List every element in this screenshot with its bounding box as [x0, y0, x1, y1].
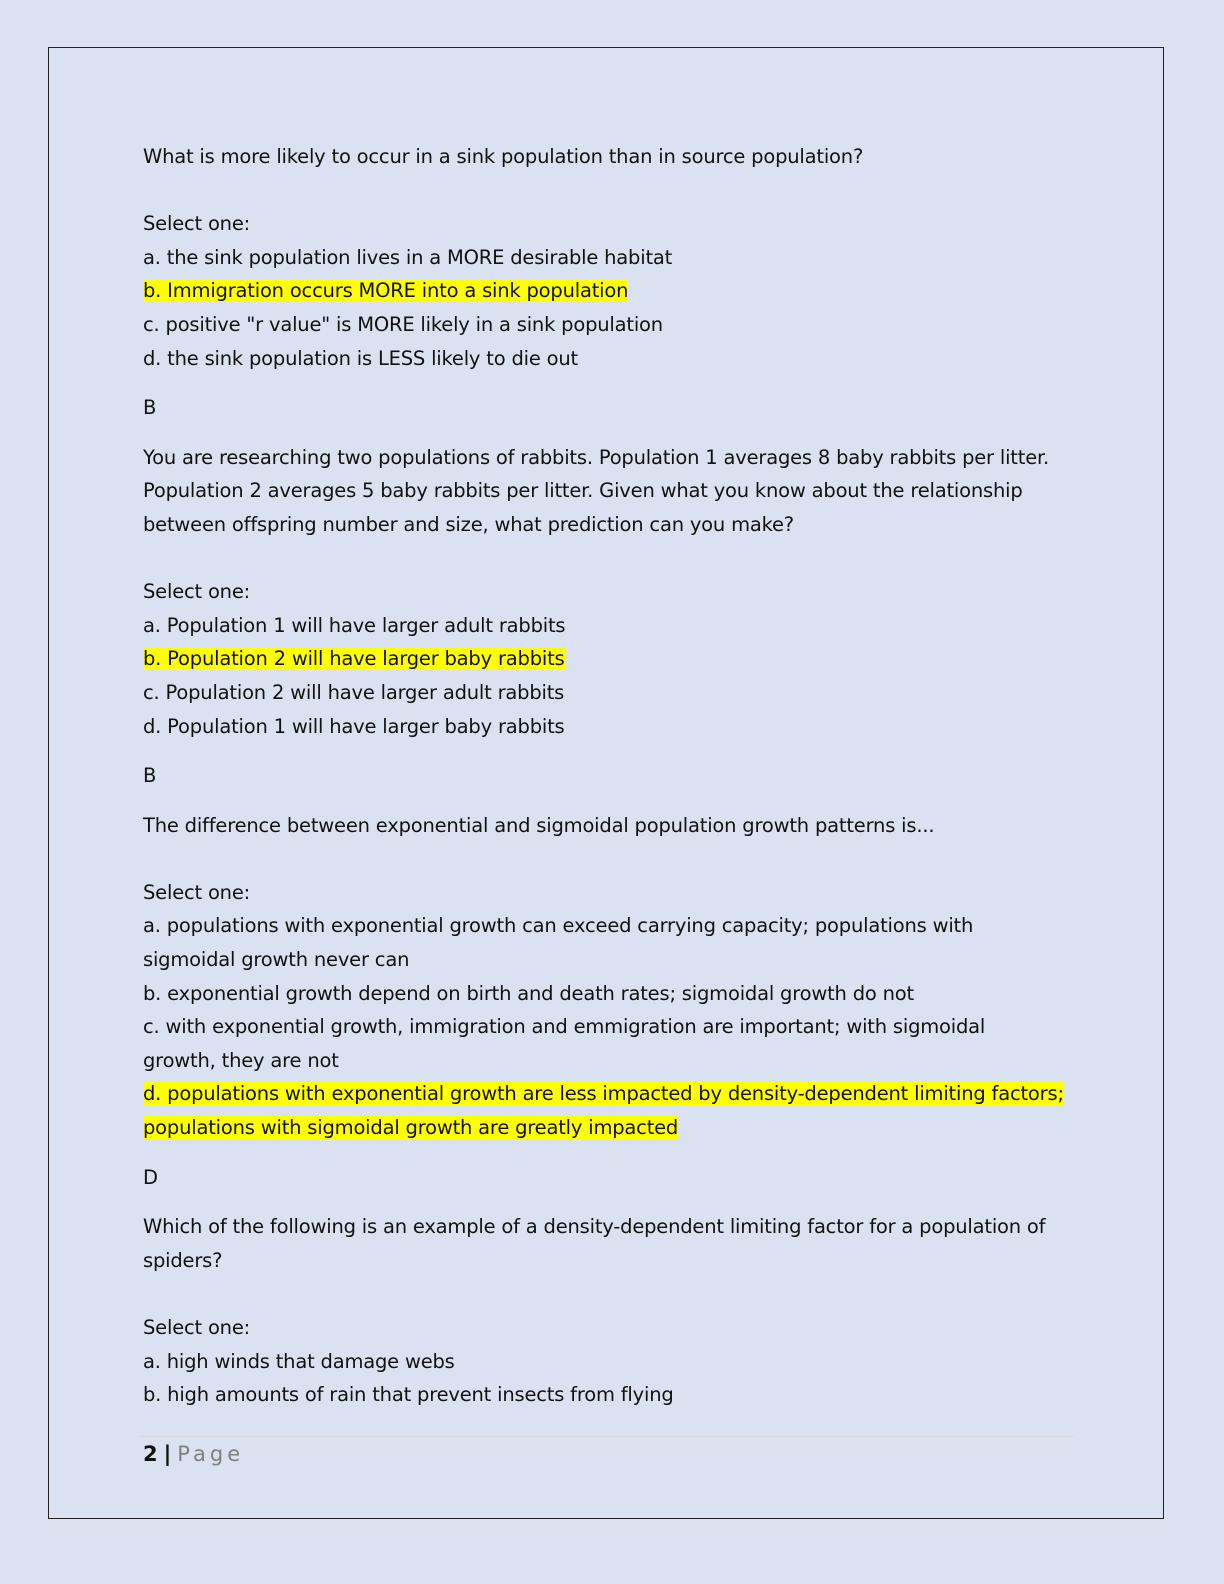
- option-a-continued: sigmoidal growth never can: [143, 948, 410, 972]
- question-prompt: Which of the following is an example of a density-dependent limiting factor for a population of: [143, 1215, 1046, 1239]
- option-d: [143, 1077, 1078, 1111]
- answer-key: B: [143, 396, 157, 420]
- option-d-continued: [143, 1111, 1078, 1145]
- option-a: a. high winds that damage webs: [143, 1349, 455, 1373]
- question-prompt: What is more likely to occur in a sink population than in source population?: [143, 145, 864, 168]
- select-one-label: Select one:: [143, 212, 251, 236]
- option-c: c. with exponential growth, immigration and emmigration are important; with sigmoidal: [143, 1015, 986, 1039]
- page-label: Page: [177, 1442, 245, 1466]
- footer-divider: [140, 1436, 1074, 1437]
- option-b: [143, 642, 1078, 676]
- option-d: d. Population 1 will have larger baby rabbits: [143, 714, 565, 738]
- highlighted-answer: b. Immigration occurs MORE into a sink population: [143, 279, 629, 303]
- highlighted-answer: d. populations with exponential growth are less impacted by density-dependent limiting factors;: [143, 1082, 1064, 1106]
- question-1: [143, 140, 1078, 441]
- option-a: a. populations with exponential growth can exceed carrying capacity; populations with: [143, 914, 974, 938]
- highlighted-answer: b. Population 2 will have larger baby rabbits: [143, 647, 565, 671]
- select-one-label: Select one:: [143, 880, 251, 904]
- answer-key: B: [143, 764, 157, 788]
- select-one-label: Select one:: [143, 580, 251, 604]
- option-b: b. exponential growth depend on birth and death rates; sigmoidal growth do not: [143, 981, 914, 1005]
- option-c-continued: growth, they are not: [143, 1048, 339, 1072]
- option-a: a. the sink population lives in a MORE desirable habitat: [143, 245, 673, 269]
- answer-key: D: [143, 1165, 158, 1189]
- question-prompt: spiders?: [143, 1248, 223, 1272]
- page-footer: [143, 1439, 244, 1469]
- footer-separator: |: [163, 1442, 172, 1466]
- page-number: 2: [143, 1442, 158, 1466]
- option-c: c. Population 2 will have larger adult rabbits: [143, 680, 565, 704]
- question-prompt: between offspring number and size, what prediction can you make?: [143, 512, 794, 536]
- question-4: [143, 1210, 1078, 1412]
- option-d: d. the sink population is LESS likely to die out: [143, 346, 578, 370]
- option-b: b. high amounts of rain that prevent insects from flying: [143, 1383, 674, 1407]
- select-one-label: Select one:: [143, 1316, 251, 1339]
- option-b: [143, 274, 1078, 308]
- question-2: [143, 441, 1078, 809]
- question-prompt: You are researching two populations of rabbits. Population 1 averages 8 baby rabbits per litter.: [143, 445, 1050, 469]
- question-prompt: Population 2 averages 5 baby rabbits per litter. Given what you know about the relationship: [143, 479, 1023, 503]
- option-c: c. positive "r value" is MORE likely in a sink population: [143, 312, 663, 336]
- document-content: [143, 140, 1078, 1412]
- option-a: a. Population 1 will have larger adult rabbits: [143, 613, 566, 637]
- question-prompt: The difference between exponential and sigmoidal population growth patterns is...: [143, 813, 935, 837]
- highlighted-answer: populations with sigmoidal growth are greatly impacted: [143, 1116, 679, 1140]
- question-3: [143, 809, 1078, 1211]
